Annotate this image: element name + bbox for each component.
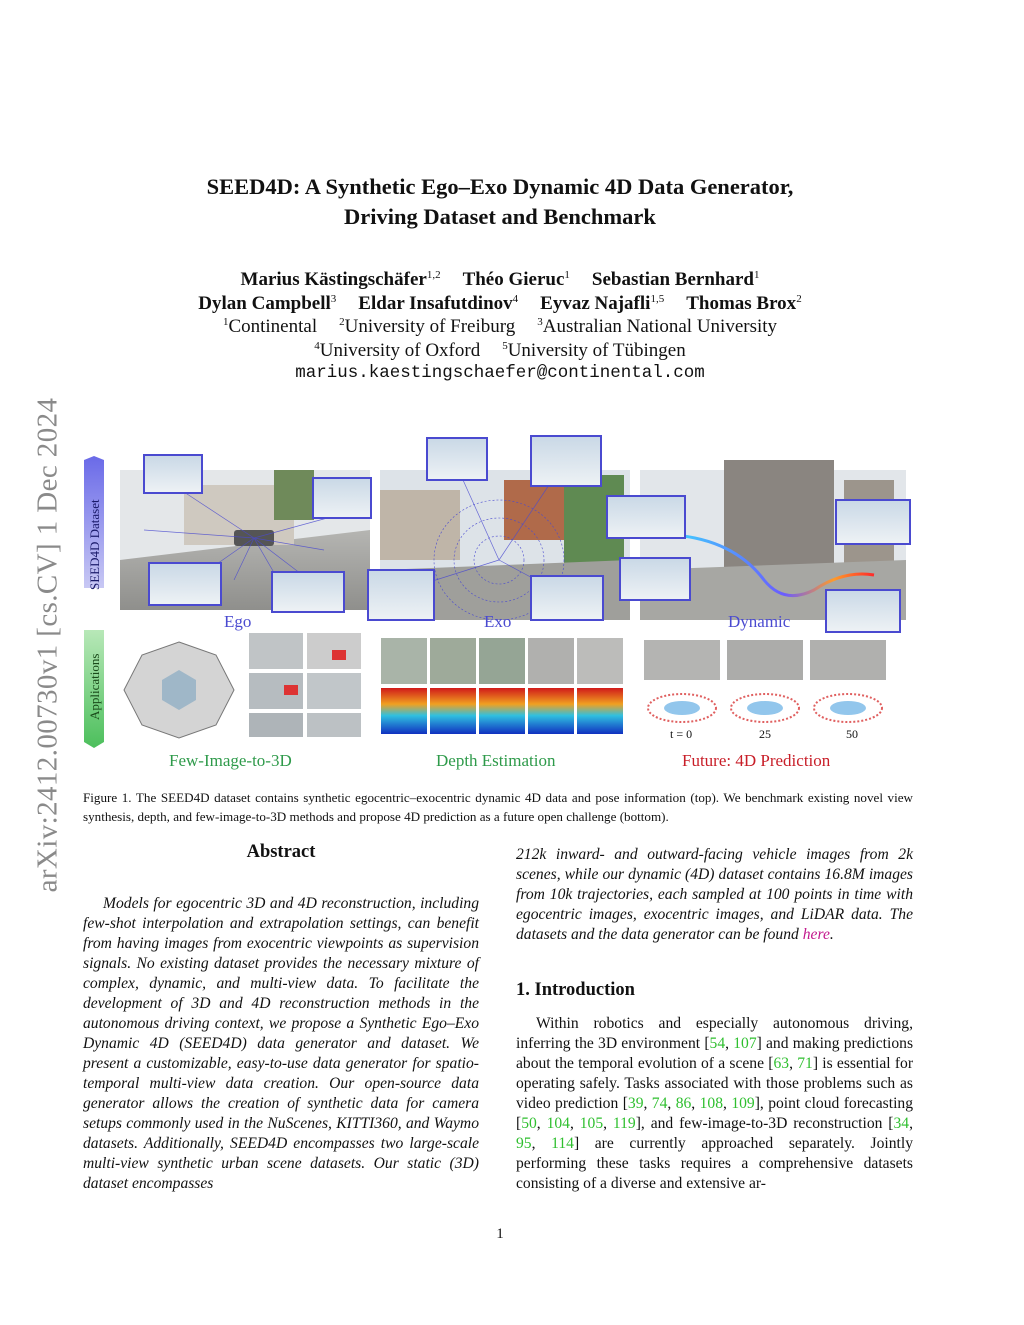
- author-affiliation: 1: [564, 269, 570, 281]
- intro-text-segment: ], and few-image-to-3D reconstruction [: [635, 1115, 894, 1132]
- citation[interactable]: 74: [651, 1095, 668, 1112]
- author-affiliation: 1,5: [650, 292, 665, 305]
- citation[interactable]: 114: [551, 1135, 574, 1152]
- author-name: Eldar Insafutdinov: [358, 292, 513, 314]
- figure-caption: Figure 1. The SEED4D dataset contains synthetic egocentric–exocentric dynamic 4D data and pose information (top). We benchmark existing novel view synthesis, depth, and few-image-to-3D methods and propose 4D prediction as a future open challenge (bottom).: [83, 790, 913, 824]
- author-name: Eyvaz Najafli: [540, 292, 651, 314]
- affiliation-number: 5: [502, 339, 508, 352]
- citation[interactable]: 34: [893, 1115, 910, 1132]
- abstract-continuation-text: 212k inward- and outward-facing vehicle images from 2k scenes, while our dynamic (4D) dataset contains 16.8M images from 10k trajectories, each sampled at 100 points in time with egocentric images, exocentric images, and LiDAR data. The datasets and the data generator can be found: [516, 846, 913, 943]
- dataset-link[interactable]: here: [802, 926, 830, 943]
- citation[interactable]: 71: [797, 1055, 813, 1072]
- citation[interactable]: 105: [579, 1115, 604, 1132]
- citation[interactable]: 108: [699, 1095, 723, 1112]
- abstract-text: Models for egocentric 3D and 4D reconstruction, including few-shot interpolation and extrapolation settings, can benefit from having images from exocentric viewpoints as supervision signals. No existing dataset provides the necessary mixture of complex, dynamic, and multi-view data. To facilitate the development of 3D and 4D reconstruction methods in the autonomous driving context, we propose a Synthetic Ego–Exo Dynamic 4D (SEED4D) data generator and dataset. We present a customizable, easy-to-use data generator for spatio-temporal multi-view data creation. Our open-source data generator allows the creation of synthetic data for camera setups commonly used in the NuScenes, KITTI360, and Waymo datasets. Additionally, SEED4D encompasses two large-scale multi-view synthetic urban scene datasets. Our static (3D) dataset encompasses: [83, 895, 479, 1192]
- author-line-1: [120, 268, 880, 292]
- label-dynamic: Dynamic: [728, 612, 791, 631]
- affiliation-name: Australian National University: [542, 316, 778, 337]
- ego-panel: [120, 455, 371, 612]
- depth-estimation-panel: [381, 638, 623, 734]
- page-number: 1: [496, 1226, 504, 1242]
- citation[interactable]: 95: [516, 1135, 532, 1152]
- citation[interactable]: 50: [521, 1115, 537, 1132]
- abstract-heading: Abstract: [246, 842, 316, 862]
- time-label-25: 25: [759, 727, 771, 741]
- side-label-dataset: SEED4D Dataset: [87, 499, 102, 590]
- title-line-1: SEED4D: A Synthetic Ego–Exo Dynamic 4D Data Generator,: [206, 174, 794, 199]
- few-image-to-3d-panel: [124, 633, 361, 738]
- affiliation-name: University of Oxford: [319, 339, 481, 361]
- author-name: Théo Gieruc: [462, 269, 565, 290]
- dynamic-panel: [607, 460, 910, 632]
- intro-text-segment: ] is essential for operating safely. Tasks associated with those problems such as video prediction [: [516, 1055, 914, 1112]
- time-label-0: t = 0: [670, 727, 693, 741]
- citation[interactable]: 109: [731, 1095, 755, 1112]
- intro-text-segment: Within robotics and especially autonomous driving, inferring the 3D environment [: [516, 1015, 913, 1052]
- abstract-continuation: [516, 845, 913, 945]
- author-affiliation: 3: [330, 292, 337, 305]
- abstract-end: .: [829, 926, 834, 943]
- introduction-heading: 1. Introduction: [516, 980, 635, 1000]
- introduction-text: Within robotics and especially autonomous driving, inferring the 3D environment [54, 107] and making predictions about the temporal evolution of a scene [63, 71] is essential for operating safely. Tasks associated with those problems such as video prediction [39, 74, 86, 108, 109], point cloud forecasting [50, 104, 105, 119], and few-image-to-3D reconstruction [34, 95, 114] are currently approached separately. Jointly performing these tasks requires a comprehensive datasets consisting of a diverse and extensive ar-: [516, 1015, 914, 1192]
- future-4d-prediction-panel: [644, 640, 886, 722]
- author-name: Sebastian Bernhard: [591, 269, 754, 290]
- citation[interactable]: 54: [709, 1035, 726, 1052]
- author-affiliation: 4: [512, 292, 519, 305]
- author-block: [120, 268, 880, 386]
- citation[interactable]: 104: [546, 1115, 570, 1132]
- figure-1-graphic: [84, 430, 914, 775]
- affiliation-number: 3: [537, 316, 543, 328]
- citation[interactable]: 119: [612, 1115, 636, 1132]
- affiliation-line-2: [120, 339, 880, 363]
- affiliation-name: Continental: [228, 316, 318, 337]
- label-few-image-to-3d: Few-Image-to-3D: [169, 751, 292, 770]
- arxiv-id: arXiv:2412.00730v1 [cs.CV] 1 Dec 2024: [31, 397, 64, 893]
- paper-title: [120, 172, 880, 232]
- affiliation-number: 1: [222, 316, 229, 328]
- author-affiliation: 2: [796, 292, 802, 305]
- affiliation-name: University of Freiburg: [344, 316, 516, 337]
- arxiv-stamp: [28, 360, 68, 930]
- affiliation-number: 2: [339, 316, 345, 328]
- label-depth-estimation: Depth Estimation: [436, 751, 556, 770]
- affiliation-name: University of Tübingen: [507, 339, 686, 361]
- exo-panel: [368, 436, 630, 620]
- time-label-50: 50: [846, 727, 858, 741]
- label-future-4d-prediction: Future: 4D Prediction: [682, 751, 831, 770]
- label-ego: Ego: [224, 612, 252, 631]
- author-name: Marius Kästingschäfer: [240, 269, 427, 290]
- author-name: Thomas Brox: [686, 292, 797, 314]
- author-affiliation: 1,2: [426, 269, 441, 281]
- affiliation-number: 4: [314, 339, 320, 352]
- citation[interactable]: 107: [733, 1035, 757, 1052]
- figure-1: [84, 430, 914, 775]
- author-affiliation: 1: [753, 269, 760, 281]
- intro-text-segment: ] are currently approached separately. Jointly performing these tasks requires a comprehensive datasets consisting of a diverse and extensive ar-: [516, 1135, 913, 1192]
- label-exo: Exo: [484, 612, 512, 631]
- author-email[interactable]: marius.kaestingschaefer@continental.com: [295, 363, 705, 383]
- intro-text-segment: ], point cloud forecasting [: [516, 1095, 914, 1132]
- author-line-2: [120, 292, 880, 316]
- citation[interactable]: 39: [627, 1095, 644, 1112]
- side-label-applications: Applications: [87, 653, 102, 720]
- author-name: Dylan Campbell: [198, 292, 331, 314]
- citation[interactable]: 86: [675, 1095, 692, 1112]
- citation[interactable]: 63: [773, 1055, 790, 1072]
- intro-text-segment: ] and making predictions about the temporal evolution of a scene [: [516, 1035, 914, 1072]
- title-line-2: Driving Dataset and Benchmark: [344, 204, 656, 229]
- affiliation-line-1: [120, 315, 880, 339]
